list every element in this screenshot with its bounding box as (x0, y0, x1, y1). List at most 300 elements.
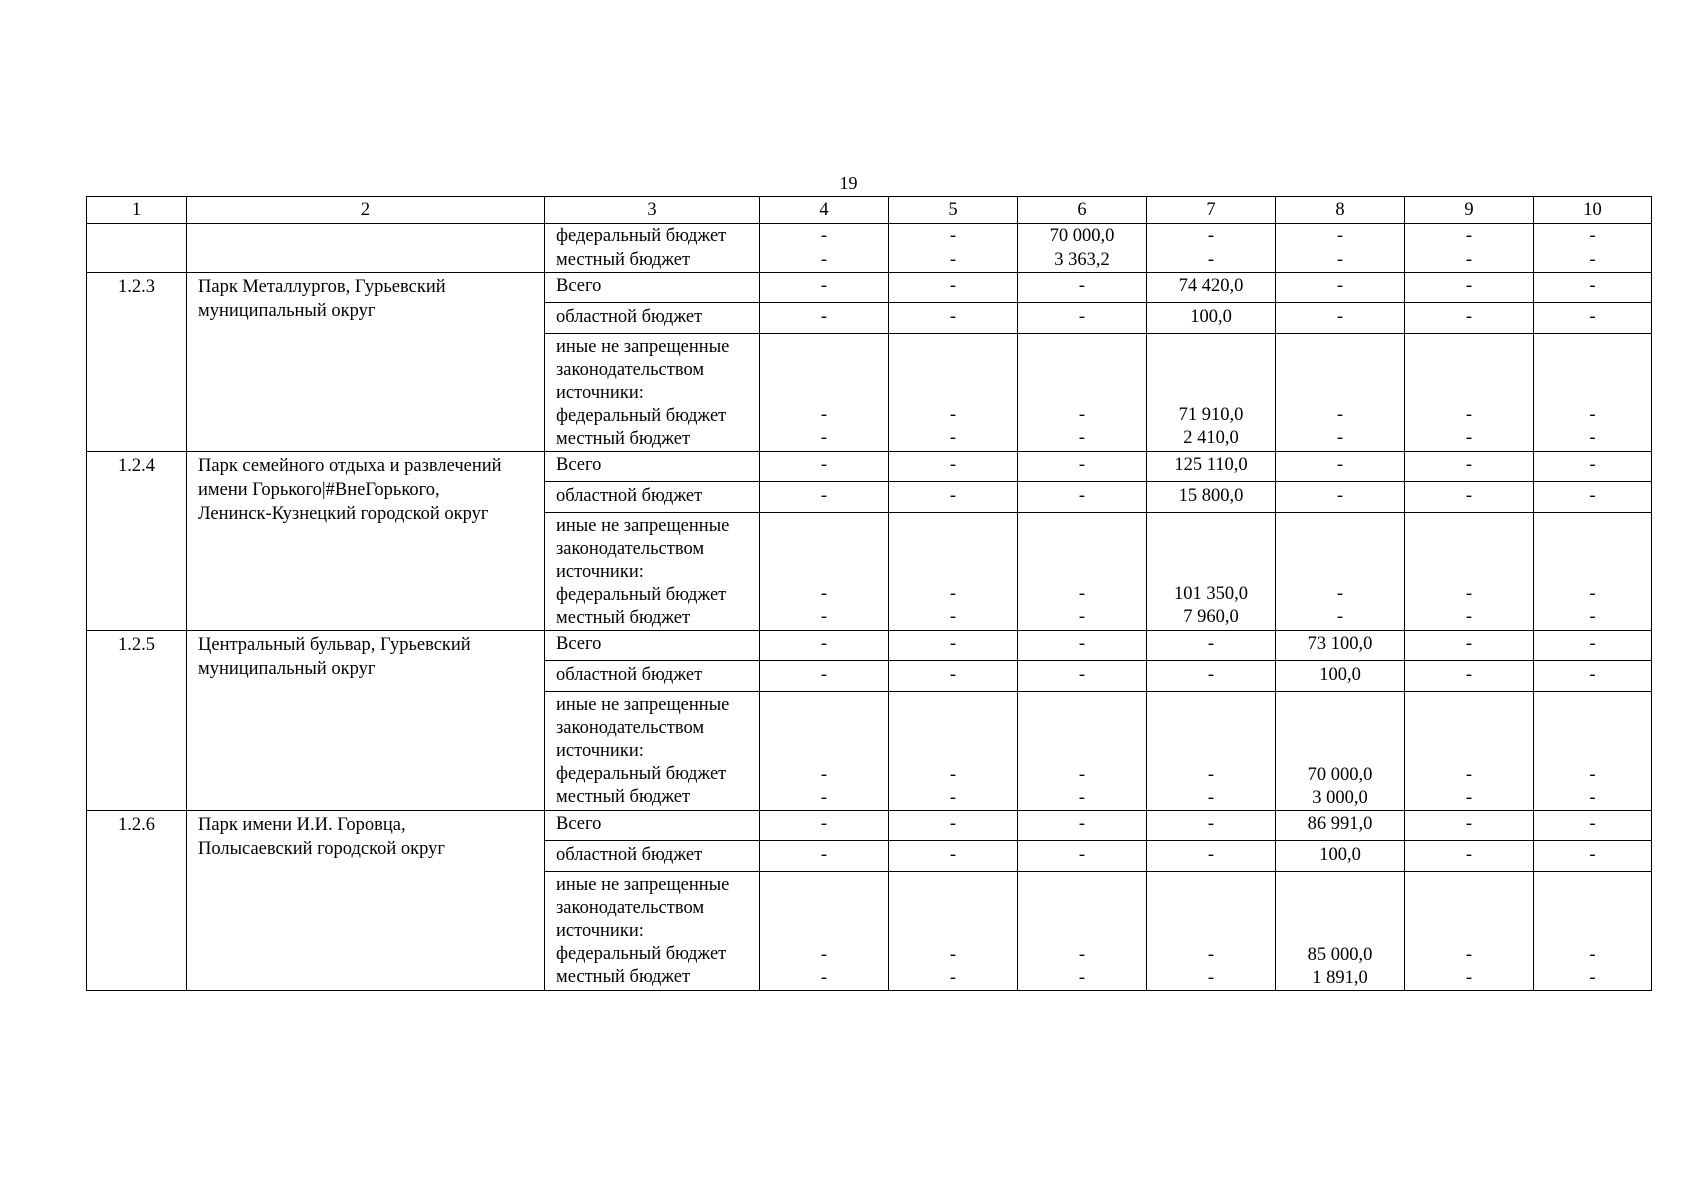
value-cell (1405, 224, 1534, 273)
column-header: 4 (760, 197, 889, 224)
other-sources-values (760, 871, 888, 990)
item-row (87, 452, 1652, 631)
value-cell (1405, 452, 1534, 631)
total-value: - (1078, 814, 1086, 834)
local-value: - (1465, 968, 1473, 988)
value-cell (889, 224, 1018, 273)
total-value: 86 991,0 (1307, 814, 1373, 834)
regional-label: областной бюджет (545, 302, 759, 333)
value-cell (760, 273, 889, 452)
value-cell (1534, 224, 1652, 273)
value-cell (1276, 452, 1405, 631)
regional-value: - (1405, 660, 1533, 691)
other-sources-values (1534, 333, 1651, 450)
federal-value: - (1207, 765, 1215, 785)
spacer (760, 336, 888, 404)
continuation-row (87, 224, 1652, 273)
item-name-cell (187, 631, 545, 811)
other-sources-values (1147, 691, 1275, 810)
other-sources-line: законодательством (556, 718, 705, 738)
value: - (1207, 226, 1215, 246)
spacer (889, 336, 1017, 404)
item-row (87, 273, 1652, 452)
federal-label: федеральный бюджет (556, 406, 727, 426)
total-label: Всего (556, 455, 602, 475)
total-value: - (949, 634, 957, 654)
federal-value: - (1589, 584, 1596, 604)
value-cell (760, 811, 889, 991)
spacer (1018, 694, 1146, 764)
value: - (1336, 250, 1344, 270)
federal-value: - (1078, 765, 1086, 785)
other-sources-values (1405, 512, 1533, 629)
other-sources-line: источники: (556, 741, 644, 761)
local-value: - (1078, 788, 1086, 808)
other-sources-label (545, 333, 759, 451)
total-value: - (1078, 276, 1086, 296)
total-value: - (820, 276, 828, 296)
regional-value: 100,0 (1276, 660, 1404, 691)
local-value: - (1078, 607, 1086, 627)
other-sources-values (1018, 512, 1146, 629)
regional-value: 100,0 (1276, 840, 1404, 871)
column-header: 10 (1534, 197, 1652, 224)
total-value: - (1465, 276, 1473, 296)
total-label: Всего (556, 276, 602, 296)
value-stack (760, 224, 888, 272)
regional-value: - (889, 481, 1017, 512)
item-name-line: имени Горького|#ВнеГорького, (198, 480, 440, 500)
federal-value: - (1465, 584, 1473, 604)
value-cell (889, 273, 1018, 452)
value-cell (1276, 224, 1405, 273)
value-cell (1534, 631, 1652, 811)
regional-label: областной бюджет (545, 840, 759, 871)
value-cell (1147, 631, 1276, 811)
other-sources-values (1276, 512, 1404, 629)
total-value: - (1465, 814, 1473, 834)
total-value: - (1589, 814, 1596, 834)
federal-value: - (820, 945, 828, 965)
regional-value: - (889, 840, 1017, 871)
value-cell (1534, 452, 1652, 631)
local-value: - (1336, 607, 1344, 627)
spacer (1405, 336, 1533, 404)
item-number: 1.2.3 (87, 273, 187, 452)
other-sources-values (1018, 333, 1146, 450)
total-value: - (1465, 634, 1473, 654)
regional-value: - (760, 660, 888, 691)
other-sources-values (889, 871, 1017, 990)
value-cell (760, 224, 889, 273)
item-name-line: Полысаевский городской округ (198, 839, 446, 859)
page-number: 19 (839, 173, 858, 193)
federal-value: - (1465, 945, 1473, 965)
spacer (760, 874, 888, 944)
total-label: Всего (556, 814, 602, 834)
total-value: - (820, 634, 828, 654)
other-sources-line: иные не запрещенные (556, 695, 730, 715)
value-cell (889, 452, 1018, 631)
item-number: 1.2.4 (87, 452, 187, 631)
item-row (87, 631, 1652, 811)
spacer (1276, 336, 1404, 404)
other-sources-line: источники: (556, 562, 644, 582)
local-value: - (949, 607, 957, 627)
total-value: - (1336, 276, 1344, 296)
value: - (1336, 226, 1344, 246)
other-sources-values (760, 333, 888, 450)
source-label: федеральный бюджет (556, 226, 727, 246)
header-row (87, 197, 1652, 224)
value-cell (1147, 273, 1276, 452)
value-stack (1405, 224, 1533, 272)
regional-value: - (760, 840, 888, 871)
column-header: 5 (889, 197, 1018, 224)
other-sources-values (889, 333, 1017, 450)
other-sources-values (760, 512, 888, 629)
federal-value: - (1589, 765, 1596, 785)
spacer (1276, 874, 1404, 944)
local-label: местный бюджет (556, 608, 691, 628)
local-value: - (1589, 428, 1596, 448)
spacer (1018, 515, 1146, 583)
spacer (1534, 515, 1651, 583)
total-value: - (1589, 634, 1596, 654)
regional-value: - (1534, 481, 1651, 512)
value: - (820, 226, 828, 246)
value: - (949, 250, 957, 270)
federal-label: федеральный бюджет (556, 944, 727, 964)
local-value: - (820, 968, 828, 988)
local-value: 1 891,0 (1312, 968, 1368, 988)
local-value: - (1589, 788, 1596, 808)
total-value: - (1589, 276, 1596, 296)
value-cell (1147, 811, 1276, 991)
total-value: - (1207, 634, 1215, 654)
federal-value: - (820, 584, 828, 604)
spacer (1018, 336, 1146, 404)
item-name-line: Парк имени И.И. Горовца, (198, 815, 406, 835)
item-number: 1.2.5 (87, 631, 187, 811)
regional-value: - (1018, 840, 1146, 871)
other-sources-values (1276, 333, 1404, 450)
spacer (1534, 336, 1651, 404)
item-name-cell (187, 811, 545, 991)
value-cell (889, 631, 1018, 811)
other-sources-values (1018, 691, 1146, 810)
other-sources-values (1018, 871, 1146, 990)
value: - (1589, 250, 1596, 270)
regional-value: - (1018, 481, 1146, 512)
other-sources-line: источники: (556, 383, 644, 403)
federal-value: - (1589, 405, 1596, 425)
local-value: - (820, 428, 828, 448)
value-cell (760, 631, 889, 811)
source-labels (545, 224, 759, 272)
spacer (760, 694, 888, 764)
federal-value: - (1078, 405, 1086, 425)
item-name-line: муниципальный округ (198, 301, 376, 321)
federal-value: - (949, 945, 957, 965)
value-cell (1147, 224, 1276, 273)
local-value: - (820, 788, 828, 808)
spacer (760, 515, 888, 583)
value-cell (1018, 811, 1147, 991)
other-sources-label (545, 871, 759, 989)
item-name-line: муниципальный округ (198, 659, 376, 679)
other-sources-values (889, 512, 1017, 629)
federal-value: - (1336, 405, 1344, 425)
federal-value: 70 000,0 (1307, 765, 1373, 785)
regional-value: 100,0 (1147, 302, 1275, 333)
federal-value: - (949, 584, 957, 604)
local-value: - (1589, 607, 1596, 627)
total-value: - (820, 455, 828, 475)
regional-value: - (1534, 840, 1651, 871)
item-name-cell (187, 452, 545, 631)
regional-value: - (1276, 302, 1404, 333)
spacer (1276, 515, 1404, 583)
total-value: - (1465, 455, 1473, 475)
value-cell (1276, 811, 1405, 991)
regional-value: - (1534, 302, 1651, 333)
value: - (820, 250, 828, 270)
spacer (889, 694, 1017, 764)
total-value: - (949, 276, 957, 296)
value-cell (1018, 224, 1147, 273)
local-value: - (1465, 788, 1473, 808)
total-value: 125 110,0 (1174, 455, 1248, 475)
value-stack (1018, 224, 1146, 272)
regional-value: - (1405, 840, 1533, 871)
local-value: 3 000,0 (1312, 788, 1368, 808)
other-sources-line: законодательством (556, 898, 705, 918)
value-cell (1405, 631, 1534, 811)
regional-value: - (1405, 481, 1533, 512)
spacer (1147, 336, 1275, 404)
local-value: - (1465, 607, 1473, 627)
spacer (1405, 515, 1533, 583)
other-sources-values (889, 691, 1017, 810)
source-label-cell (545, 224, 760, 273)
source-label-cell (545, 811, 760, 991)
value: - (949, 226, 957, 246)
column-header: 6 (1018, 197, 1147, 224)
total-value: 74 420,0 (1178, 276, 1244, 296)
spacer (1405, 874, 1533, 944)
local-value: - (949, 788, 957, 808)
other-sources-values (1405, 333, 1533, 450)
value-cell (760, 452, 889, 631)
local-value: - (1336, 428, 1344, 448)
federal-value: 71 910,0 (1178, 405, 1244, 425)
regional-value: 15 800,0 (1147, 481, 1275, 512)
regional-label: областной бюджет (545, 660, 759, 691)
regional-value: - (889, 660, 1017, 691)
other-sources-line: источники: (556, 921, 644, 941)
source-label: местный бюджет (556, 250, 691, 270)
regional-value: - (760, 481, 888, 512)
item-row (87, 811, 1652, 991)
regional-value: - (760, 302, 888, 333)
total-value: - (1589, 455, 1596, 475)
column-header: 3 (545, 197, 760, 224)
total-value: - (1078, 455, 1086, 475)
value-cell (1276, 273, 1405, 452)
item-name-cell (187, 224, 545, 273)
other-sources-line: законодательством (556, 360, 705, 380)
source-label-cell (545, 631, 760, 811)
regional-label: областной бюджет (545, 481, 759, 512)
spacer (889, 874, 1017, 944)
total-value: 73 100,0 (1307, 634, 1373, 654)
local-value: - (1078, 428, 1086, 448)
spacer (889, 515, 1017, 583)
column-header: 9 (1405, 197, 1534, 224)
value-cell (889, 811, 1018, 991)
other-sources-values (1405, 691, 1533, 810)
item-name-line: Парк семейного отдыха и развлечений (198, 456, 502, 476)
regional-value: - (1147, 840, 1275, 871)
local-label: местный бюджет (556, 787, 691, 807)
regional-value: - (1147, 660, 1275, 691)
other-sources-values (1405, 871, 1533, 990)
column-header: 2 (187, 197, 545, 224)
value-stack (1276, 224, 1404, 272)
other-sources-label (545, 691, 759, 809)
regional-value: - (1018, 302, 1146, 333)
value-cell (1534, 811, 1652, 991)
local-value: 2 410,0 (1183, 428, 1239, 448)
other-sources-line: законодательством (556, 539, 705, 559)
source-label-cell (545, 452, 760, 631)
federal-value: - (1465, 405, 1473, 425)
value-stack (1534, 224, 1651, 272)
federal-label: федеральный бюджет (556, 585, 727, 605)
federal-value: - (949, 405, 957, 425)
local-value: - (1589, 968, 1596, 988)
other-sources-line: иные не запрещенные (556, 516, 730, 536)
federal-value: 101 350,0 (1174, 584, 1248, 604)
value-cell (1147, 452, 1276, 631)
spacer (1147, 694, 1275, 764)
spacer (1534, 694, 1651, 764)
value-cell (1405, 273, 1534, 452)
value: 3 363,2 (1054, 250, 1110, 270)
budget-table (86, 196, 1652, 991)
federal-value: - (1078, 584, 1086, 604)
local-value: - (1078, 968, 1086, 988)
regional-value: - (1018, 660, 1146, 691)
value-cell (1405, 811, 1534, 991)
item-name-line: Центральный бульвар, Гурьевский (198, 635, 471, 655)
value-cell (1018, 452, 1147, 631)
federal-value: - (1465, 765, 1473, 785)
other-sources-values (760, 691, 888, 810)
local-value: - (820, 607, 828, 627)
column-header: 1 (87, 197, 187, 224)
value-cell (1276, 631, 1405, 811)
local-value: - (1207, 968, 1215, 988)
federal-value: - (949, 765, 957, 785)
federal-value: - (1078, 945, 1086, 965)
column-header: 8 (1276, 197, 1405, 224)
federal-value: - (1589, 945, 1596, 965)
spacer (1276, 694, 1404, 764)
other-sources-values (1534, 871, 1651, 990)
regional-value: - (1405, 302, 1533, 333)
source-label-cell (545, 273, 760, 452)
spacer (1147, 874, 1275, 944)
value-stack (889, 224, 1017, 272)
federal-value: - (1207, 945, 1215, 965)
federal-value: 85 000,0 (1307, 945, 1373, 965)
item-number: 1.2.6 (87, 811, 187, 991)
value: - (1465, 226, 1473, 246)
local-value: - (949, 968, 957, 988)
total-label: Всего (556, 634, 602, 654)
value: - (1465, 250, 1473, 270)
local-label: местный бюджет (556, 429, 691, 449)
item-name-line: Парк Металлургов, Гурьевский (198, 277, 446, 297)
value: 70 000,0 (1049, 226, 1115, 246)
regional-value: - (889, 302, 1017, 333)
value-stack (1147, 224, 1275, 272)
item-name-line: Ленинск-Кузнецкий городской округ (198, 504, 489, 524)
local-value: 7 960,0 (1183, 607, 1239, 627)
value-cell (1018, 273, 1147, 452)
total-value: - (820, 814, 828, 834)
other-sources-values (1147, 333, 1275, 450)
local-value: - (949, 428, 957, 448)
total-value: - (949, 814, 957, 834)
federal-value: - (820, 405, 828, 425)
other-sources-values (1534, 512, 1651, 629)
spacer (1018, 874, 1146, 944)
total-value: - (1078, 634, 1086, 654)
federal-label: федеральный бюджет (556, 764, 727, 784)
regional-value: - (1276, 481, 1404, 512)
regional-value: - (1534, 660, 1651, 691)
column-header: 7 (1147, 197, 1276, 224)
other-sources-values (1147, 871, 1275, 990)
other-sources-line: иные не запрещенные (556, 337, 730, 357)
other-sources-values (1534, 691, 1651, 810)
other-sources-label (545, 512, 759, 630)
item-name-cell (187, 273, 545, 452)
value: - (1589, 226, 1596, 246)
spacer (1147, 515, 1275, 583)
federal-value: - (820, 765, 828, 785)
local-value: - (1465, 428, 1473, 448)
spacer (1405, 694, 1533, 764)
total-value: - (1336, 455, 1344, 475)
value: - (1207, 250, 1215, 270)
spacer (1534, 874, 1651, 944)
value-cell (1534, 273, 1652, 452)
other-sources-line: иные не запрещенные (556, 875, 730, 895)
federal-value: - (1336, 584, 1344, 604)
item-number-cell (87, 224, 187, 273)
other-sources-values (1147, 512, 1275, 629)
total-value: - (949, 455, 957, 475)
other-sources-values (1276, 691, 1404, 810)
total-value: - (1207, 814, 1215, 834)
other-sources-values (1276, 871, 1404, 990)
local-value: - (1207, 788, 1215, 808)
value-cell (1018, 631, 1147, 811)
